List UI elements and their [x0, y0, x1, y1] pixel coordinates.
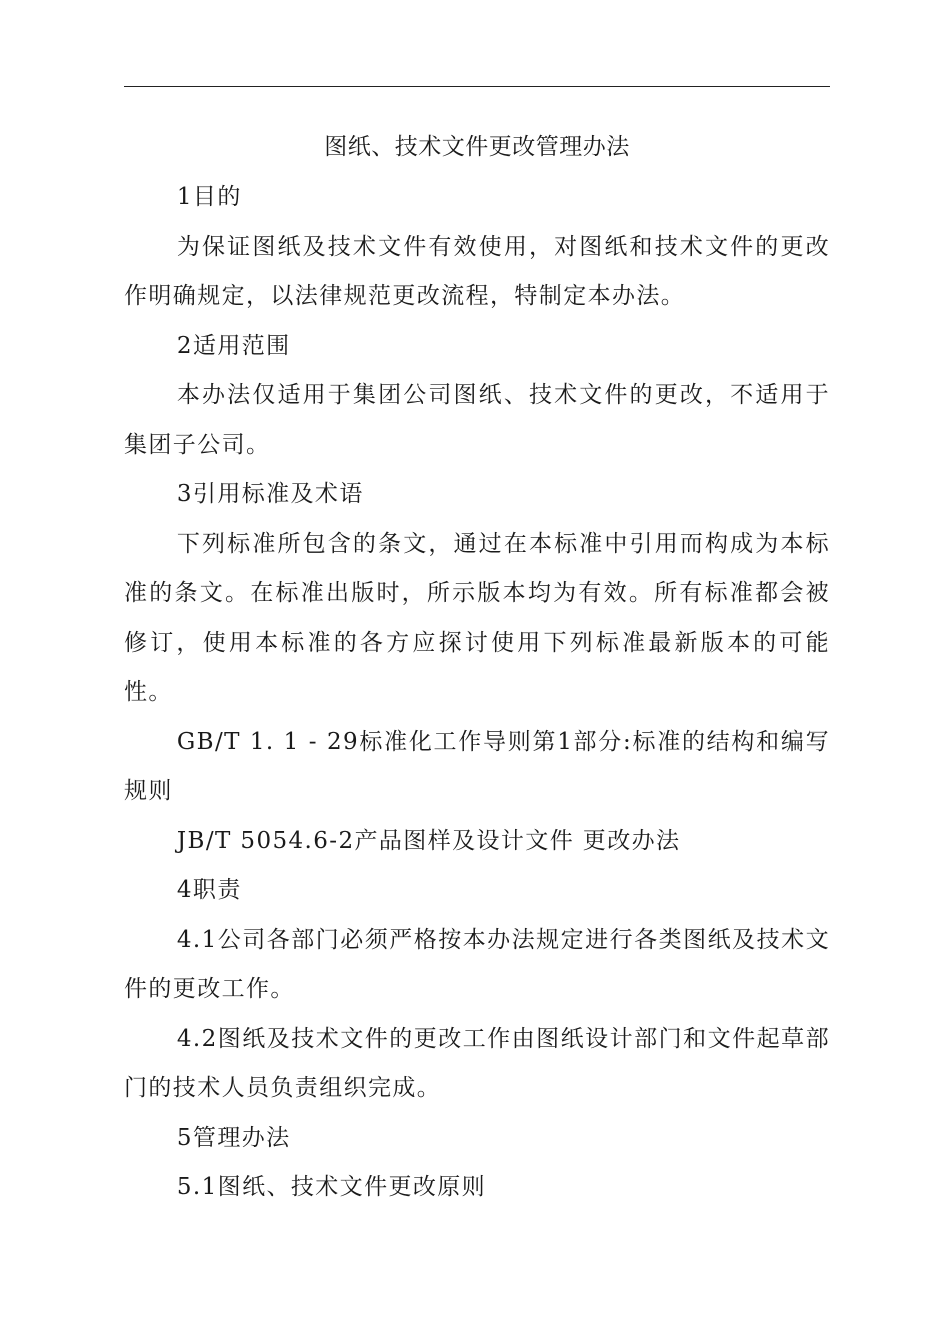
document-title: 图纸、技术文件更改管理办法 [324, 134, 630, 160]
paragraph-purpose: 为保证图纸及技术文件有效使用，对图纸和技术文件的更改作明确规定，以法律规范更改流程，特制定本办法。 [124, 233, 830, 309]
section-heading-scope: 2适用范围 [176, 332, 291, 359]
section-heading-purpose: 1目的 [176, 184, 242, 210]
reference-gbt: GB/T 1. 1 - 29标准化工作导则第1部分:标准的结构和编写规则 [124, 728, 830, 804]
paragraph-scope: 本办法仅适用于集团公司图纸、技术文件的更改，不适用于集团子公司。 [124, 382, 830, 458]
header-rule [124, 86, 830, 87]
paragraph-references: 下列标准所包含的条文，通过在本标准中引用而构成为本标准的条文。在标准出版时，所示版本均为有效。所有标准都会被修订，使用本标准的各方应探讨使用下列标准最新版本的可能性。 [124, 530, 830, 705]
section-heading-responsibilities: 4职责 [176, 877, 242, 903]
paragraph-4-1: 4.1公司各部门必须严格按本办法规定进行各类图纸及技术文件的更改工作。 [124, 926, 830, 1002]
section-heading-references: 3引用标准及术语 [176, 481, 364, 507]
document-body [124, 173, 830, 1213]
subsection-heading-5-1: 5.1图纸、技术文件更改原则 [176, 1174, 487, 1200]
paragraph-4-2: 4.2图纸及技术文件的更改工作由图纸设计部门和文件起草部门的技术人员负责组织完成。 [124, 1025, 830, 1101]
reference-jbt: JB/T 5054.6-2产品图样及设计文件 更改办法 [176, 827, 681, 854]
section-heading-management: 5管理办法 [176, 1124, 291, 1151]
